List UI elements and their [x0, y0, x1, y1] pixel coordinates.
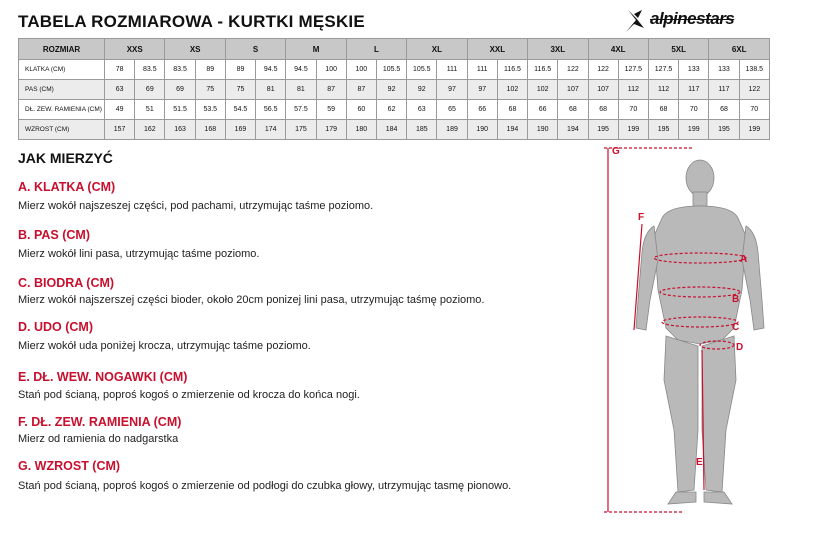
table-cell: 105.5 [376, 60, 406, 80]
table-cell: 51.5 [165, 100, 195, 120]
table-cell: 89 [225, 60, 255, 80]
measure-chest-heading: A. KLATKA (CM) [18, 180, 116, 194]
size-header-label: ROZMIAR [19, 39, 105, 60]
size-header-xs: XS [165, 39, 225, 60]
table-cell: 122 [558, 60, 588, 80]
label-g: G [612, 146, 620, 157]
measure-chest-description: Mierz wokół najszeszej części, pod pachami, utrzymując taśme poziomo. [18, 200, 374, 212]
table-cell: 163 [165, 120, 195, 140]
table-cell: 68 [558, 100, 588, 120]
table-cell: 199 [618, 120, 648, 140]
table-cell: 162 [135, 120, 165, 140]
table-cell: 83.5 [165, 60, 195, 80]
row-label: KLATKA (CM) [19, 60, 105, 80]
page-title: TABELA ROZMIAROWA - KURTKI MĘSKIE [18, 12, 365, 31]
table-cell: 68 [588, 100, 618, 120]
label-b: B [732, 294, 740, 305]
size-header-s: S [225, 39, 285, 60]
brand-wordmark: alpinestars [650, 9, 735, 28]
table-cell: 127.5 [618, 60, 648, 80]
size-header-m: M [286, 39, 346, 60]
size-header-xxs: XXS [105, 39, 165, 60]
table-cell: 194 [497, 120, 527, 140]
measure-hips-description: Mierz wokół najszerszej części bioder, około 20cm ponizej lini pasa, utrzymując taśmę poziomo. [18, 294, 485, 306]
measure-sleeve-heading: F. DŁ. ZEW. RAMIENIA (CM) [18, 415, 182, 429]
size-header-5xl: 5XL [648, 39, 708, 60]
table-cell: 69 [165, 80, 195, 100]
measure-thigh-description: Mierz wokół uda poniżej krocza, utrzymując taśme poziomo. [18, 340, 311, 352]
size-header-3xl: 3XL [528, 39, 588, 60]
table-row [19, 120, 770, 140]
table-cell: 68 [709, 100, 739, 120]
measure-sleeve-description: Mierz od ramienia do nadgarstka [18, 433, 179, 445]
table-cell: 70 [618, 100, 648, 120]
table-cell: 122 [739, 80, 769, 100]
table-cell: 185 [407, 120, 437, 140]
table-cell: 54.5 [225, 100, 255, 120]
table-cell: 87 [316, 80, 346, 100]
how-to-measure-title: JAK MIERZYĆ [18, 150, 113, 166]
table-cell: 169 [225, 120, 255, 140]
table-cell: 51 [135, 100, 165, 120]
table-cell: 102 [497, 80, 527, 100]
body-silhouette [636, 160, 764, 504]
measure-inseam-heading: E. DŁ. WEW. NOGAWKI (CM) [18, 370, 188, 384]
body-measure-figure [604, 140, 804, 520]
table-cell: 122 [588, 60, 618, 80]
size-header-xxl: XXL [467, 39, 527, 60]
table-cell: 194 [558, 120, 588, 140]
size-header-l: L [346, 39, 406, 60]
table-cell: 68 [497, 100, 527, 120]
size-header-4xl: 4XL [588, 39, 648, 60]
measure-height-heading: G. WZROST (CM) [18, 459, 121, 473]
table-cell: 107 [588, 80, 618, 100]
table-cell: 174 [256, 120, 286, 140]
table-cell: 68 [648, 100, 678, 120]
measure-waist-description: Mierz wokół lini pasa, utrzymując taśme poziomo. [18, 248, 260, 260]
table-cell: 92 [407, 80, 437, 100]
table-cell: 75 [195, 80, 225, 100]
table-cell: 116.5 [497, 60, 527, 80]
table-cell: 100 [346, 60, 376, 80]
table-cell: 175 [286, 120, 316, 140]
table-cell: 102 [528, 80, 558, 100]
table-cell: 53.5 [195, 100, 225, 120]
table-cell: 83.5 [135, 60, 165, 80]
table-row [19, 60, 770, 80]
label-f: F [638, 212, 645, 223]
table-cell: 189 [437, 120, 467, 140]
measure-inseam-description: Stań pod ścianą, poproś kogoś o zmierzenie od krocza do końca nogi. [18, 389, 360, 401]
table-row [19, 100, 770, 120]
table-cell: 117 [709, 80, 739, 100]
table-cell: 133 [709, 60, 739, 80]
table-cell: 49 [105, 100, 135, 120]
table-cell: 105.5 [407, 60, 437, 80]
table-cell: 60 [346, 100, 376, 120]
table-cell: 70 [739, 100, 769, 120]
table-cell: 190 [528, 120, 558, 140]
table-cell: 87 [346, 80, 376, 100]
table-cell: 89 [195, 60, 225, 80]
table-cell: 97 [467, 80, 497, 100]
table-cell: 133 [679, 60, 709, 80]
table-cell: 184 [376, 120, 406, 140]
row-label: PAS (CM) [19, 80, 105, 100]
table-cell: 62 [376, 100, 406, 120]
label-c: C [732, 322, 740, 333]
table-cell: 81 [256, 80, 286, 100]
table-cell: 138.5 [739, 60, 769, 80]
table-cell: 94.5 [286, 60, 316, 80]
measure-thigh-heading: D. UDO (CM) [18, 320, 93, 334]
size-header-row [19, 39, 770, 60]
table-cell: 116.5 [528, 60, 558, 80]
size-header-6xl: 6XL [709, 39, 770, 60]
table-cell: 92 [376, 80, 406, 100]
table-cell: 117 [679, 80, 709, 100]
table-cell: 199 [739, 120, 769, 140]
table-cell: 81 [286, 80, 316, 100]
measure-waist-heading: B. PAS (CM) [18, 228, 90, 242]
row-label: WZROST (CM) [19, 120, 105, 140]
table-cell: 59 [316, 100, 346, 120]
table-cell: 56.5 [256, 100, 286, 120]
table-cell: 111 [437, 60, 467, 80]
table-cell: 66 [528, 100, 558, 120]
table-cell: 66 [467, 100, 497, 120]
table-cell: 107 [558, 80, 588, 100]
label-d: D [736, 342, 744, 353]
table-cell: 94.5 [256, 60, 286, 80]
table-cell: 157 [105, 120, 135, 140]
table-cell: 75 [225, 80, 255, 100]
table-cell: 57.5 [286, 100, 316, 120]
table-cell: 70 [679, 100, 709, 120]
table-cell: 100 [316, 60, 346, 80]
table-cell: 63 [407, 100, 437, 120]
table-cell: 195 [588, 120, 618, 140]
table-cell: 97 [437, 80, 467, 100]
measure-height-description: Stań pod ścianą, poproś kogoś o zmierzenie od podłogi do czubka głowy, utrzymując tasmę pionowo. [18, 480, 512, 492]
size-table [18, 38, 770, 140]
table-cell: 112 [648, 80, 678, 100]
table-cell: 190 [467, 120, 497, 140]
size-header-xl: XL [407, 39, 467, 60]
table-cell: 127.5 [648, 60, 678, 80]
label-a: A [740, 254, 748, 265]
table-cell: 179 [316, 120, 346, 140]
table-cell: 180 [346, 120, 376, 140]
table-cell: 111 [467, 60, 497, 80]
table-cell: 65 [437, 100, 467, 120]
measure-hips-heading: C. BIODRA (CM) [18, 276, 115, 290]
table-cell: 168 [195, 120, 225, 140]
table-cell: 112 [618, 80, 648, 100]
table-cell: 69 [135, 80, 165, 100]
table-cell: 78 [105, 60, 135, 80]
table-cell: 195 [648, 120, 678, 140]
table-cell: 199 [679, 120, 709, 140]
table-cell: 63 [105, 80, 135, 100]
table-cell: 195 [709, 120, 739, 140]
row-label: DŁ. ZEW. RAMIENIA (CM) [19, 100, 105, 120]
label-e: E [696, 457, 703, 468]
table-row [19, 80, 770, 100]
